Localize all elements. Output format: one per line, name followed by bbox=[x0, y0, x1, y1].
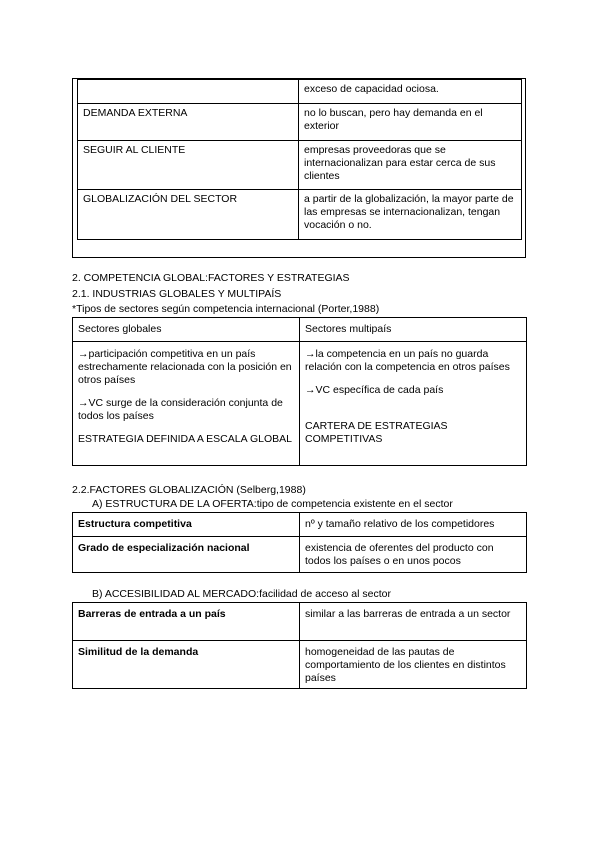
global-point-1: →participación competitiva en un país estrechamente relacionada con la posición en otros países bbox=[78, 348, 292, 386]
multi-point-2: →VC específica de cada país bbox=[305, 384, 444, 396]
table-cell: Grado de especialización nacional bbox=[73, 537, 300, 573]
motives-table bbox=[77, 79, 522, 240]
table-cell: empresas proveedoras que se internacionalizan para estar cerca de sus clientes bbox=[299, 141, 522, 190]
supply-table bbox=[72, 512, 527, 573]
table-row bbox=[73, 641, 527, 689]
table-cell: Barreras de entrada a un país bbox=[73, 603, 300, 641]
sectores-globales-cell bbox=[73, 342, 300, 466]
factors-heading: 2.2.FACTORES GLOBALIZACIÓN (Selberg,1988) bbox=[72, 484, 306, 496]
table-cell: GLOBALIZACIÓN DEL SECTOR bbox=[78, 190, 299, 240]
supply-structure-title: A) ESTRUCTURA DE LA OFERTA:tipo de competencia existente en el sector bbox=[92, 498, 453, 510]
market-access-table bbox=[72, 602, 527, 689]
sectores-multipais-cell bbox=[300, 342, 527, 466]
global-strategy: ESTRATEGIA DEFINIDA A ESCALA GLOBAL bbox=[78, 433, 292, 445]
section-note: *Tipos de sectores según competencia internacional (Porter,1988) bbox=[72, 303, 380, 315]
sectors-table bbox=[72, 317, 527, 466]
table-row bbox=[73, 342, 527, 466]
table-cell: homogeneidad de las pautas de comportamiento de los clientes en distintos países bbox=[300, 641, 527, 689]
table-cell bbox=[78, 80, 299, 104]
table-row bbox=[78, 141, 522, 190]
multi-strategy: CARTERA DE ESTRATEGIAS COMPETITIVAS bbox=[305, 420, 448, 445]
table-cell: SEGUIR AL CLIENTE bbox=[78, 141, 299, 190]
table-row bbox=[73, 537, 527, 573]
column-header: Sectores multipaís bbox=[300, 318, 527, 342]
table-cell: exceso de capacidad ociosa. bbox=[299, 80, 522, 104]
table-cell: similar a las barreras de entrada a un sector bbox=[300, 603, 527, 641]
table-cell: DEMANDA EXTERNA bbox=[78, 104, 299, 141]
section-heading: 2. COMPETENCIA GLOBAL:FACTORES Y ESTRATEGIAS bbox=[72, 272, 350, 284]
table-row bbox=[78, 80, 522, 104]
column-header: Sectores globales bbox=[73, 318, 300, 342]
table-row bbox=[78, 190, 522, 240]
table-cell: nº y tamaño relativo de los competidores bbox=[300, 513, 527, 537]
table-row bbox=[73, 513, 527, 537]
table-row bbox=[73, 603, 527, 641]
section-subheading: 2.1. INDUSTRIAS GLOBALES Y MULTIPAÍS bbox=[72, 288, 282, 300]
table-cell: Estructura competitiva bbox=[73, 513, 300, 537]
table-row bbox=[78, 104, 522, 141]
table-header-row bbox=[73, 318, 527, 342]
table-cell: existencia de oferentes del producto con todos los países o en unos pocos bbox=[300, 537, 527, 573]
multi-point-1: →la competencia en un país no guarda relación con la competencia en otros países bbox=[305, 348, 510, 373]
market-access-title: B) ACCESIBILIDAD AL MERCADO:facilidad de acceso al sector bbox=[92, 588, 391, 600]
table-cell: a partir de la globalización, la mayor parte de las empresas se internacionalizan, tengan vocación o no. bbox=[299, 190, 522, 240]
global-point-2: →VC surge de la consideración conjunta de todos los países bbox=[78, 397, 283, 422]
table-cell: no lo buscan, pero hay demanda en el exterior bbox=[299, 104, 522, 141]
table-cell: Similitud de la demanda bbox=[73, 641, 300, 689]
